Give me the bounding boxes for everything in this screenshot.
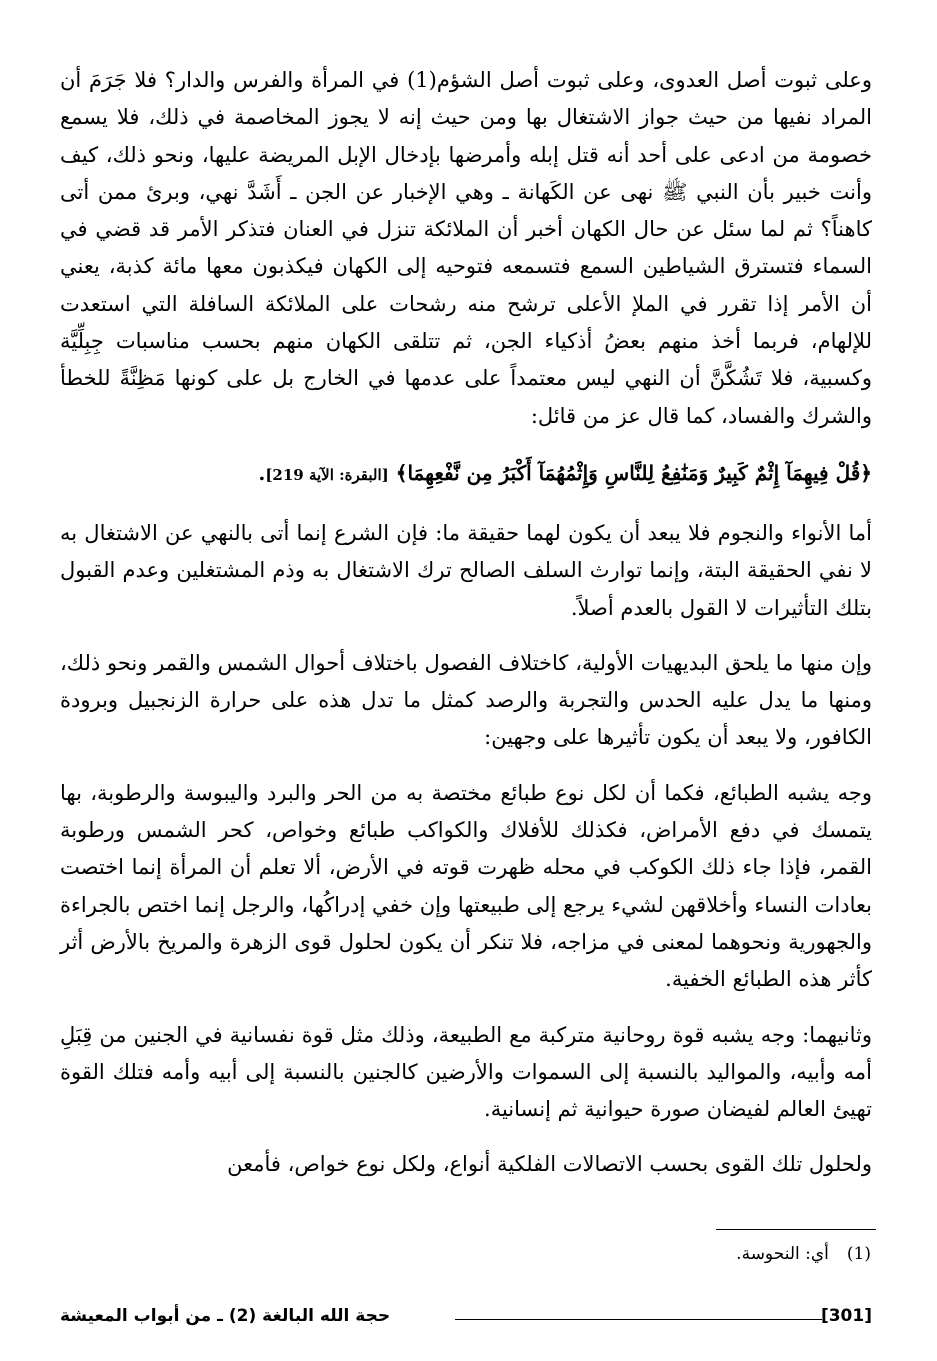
verse-text: ﴿قُلْ فِيهِمَآ إِثْمٌ كَبِيرٌ وَمَنَٰفِعُ لِلنَّاسِ وَإِثْمُهُمَآ أَكْبَرُ مِن نَّفْعِهِمَا﴾ [395, 460, 872, 485]
footer-rule [455, 1319, 822, 1320]
footnote-divider [716, 1229, 876, 1230]
footnote [736, 1240, 871, 1268]
page-number: [301] [820, 1306, 872, 1326]
footnote-text: أي: النحوسة. [736, 1244, 829, 1264]
paragraph-1: وعلى ثبوت أصل العدوى، وعلى ثبوت أصل الشؤم(1) في المرأة والفرس والدار؟ فلا جَرَمَ أن المراد نفيها من حيث جواز الاشتغال بها ومن حيث إنه لا يجوز المخاصمة في ذلك، فلا يسمع خصومة من ادعى على أحد أنه قتل إبله وأمرضها بإدخال الإبل المريضة عليها، ونحو ذلك، كيف وأنت خبير بأن النبي ﷺ نهى عن الكَهانة ـ وهي الإخبار عن الجن ـ أَشَدَّ نهي، وبرئ ممن أتى كاهناً؟ ثم لما سئل عن حال الكهان أخبر أن الملائكة تنزل في العنان فتذكر الأمر قد قضي في السماء فتسترق الشياطين السمع فتسمعه فتوحيه إلى الكهان فيكذبون معها مائة كذبة، يعني أن الأمر إذا تقرر في الملإ الأعلى ترشح منه رشحات على الملائكة السافلة التي استعدت للإلهام، فربما أخذ منهم بعضُ أذكياء الجن، ثم تتلقى الكهان منهم بحسب مناسبات جِبِلِّيَّة وكسبية، فلا تَشُكَّنَّ أن النهي ليس معتمداً على عدمها في الخارج بل على كونها مَظِنَّةً للخطأ والشرك والفساد، كما قال عز من قائل: [60, 68, 872, 428]
verse-reference: [البقرة: الآية 219] [265, 465, 389, 484]
paragraph-2: أما الأنواء والنجوم فلا يبعد أن يكون لهما حقيقة ما: فإن الشرع إنما أتى بالنهي عن الاشتغال به لا نفي الحقيقة البتة، وإنما توارث السلف الصالح ترك الاشتغال به وذم المشتغلين وعدم القبول بتلك التأثيرات لا القول بالعدم أصلاً. [60, 520, 872, 620]
running-title: حجة الله البالغة (2) ـ من أبواب المعيشة [60, 1306, 391, 1326]
paragraph-6: ولحلول تلك القوى بحسب الاتصالات الفلكية أنواع، ولكل نوع خواص، فأمعن [227, 1152, 872, 1177]
paragraph-4: وجه يشبه الطبائع، فكما أن لكل نوع طبائع مختصة به من الحر والبرد واليبوسة والرطوبة، بها يتمسك في دفع الأمراض، فكذلك للأفلاك والكواكب طبائع وخواص، كحر الشمس ورطوبة القمر، فإذا جاء ذلك الكوكب في محله ظهرت قوته في الأرض، ألا تعلم أن المرأة إنما اختصت بعادات النساء وأخلاقهن لشيء يرجع إلى طبيعتها وإن خفي إدراكُها، والرجل إنما اختص بالجراءة والجهورية ونحوهما لمعنى في مزاجه، فلا تنكر أن يكون لحلول قوى الزهرة والمريخ بالأرض أثر كأثر هذه الطبائع الخفية. [60, 780, 872, 992]
quran-verse [60, 453, 872, 495]
footnote-number: (1) [846, 1244, 871, 1264]
verse-end: . [258, 460, 266, 485]
page-footer [60, 1306, 872, 1336]
paragraph-5: وثانيهما: وجه يشبه قوة روحانية متركبة مع الطبيعة، وذلك مثل قوة نفسانية في الجنين من قِبَلِ أمه وأبيه، والمواليد بالنسبة إلى السموات والأرضين كالجنين بالنسبة إلى أبيه وأمه فتلك القوة تهيئ العالم لفيضان صورة حيوانية ثم إنسانية. [60, 1022, 872, 1122]
main-text [60, 62, 872, 1188]
paragraph-3: وإن منها ما يلحق البديهيات الأولية، كاختلاف الفصول باختلاف أحوال الشمس والقمر ونحو ذلك، ومنها ما يدل عليه الحدس والتجربة والرصد كمثل ما تدل هذه على حرارة الزنجبيل وبرودة الكافور، ولا يبعد أن يكون تأثيرها على وجهين: [60, 650, 872, 750]
